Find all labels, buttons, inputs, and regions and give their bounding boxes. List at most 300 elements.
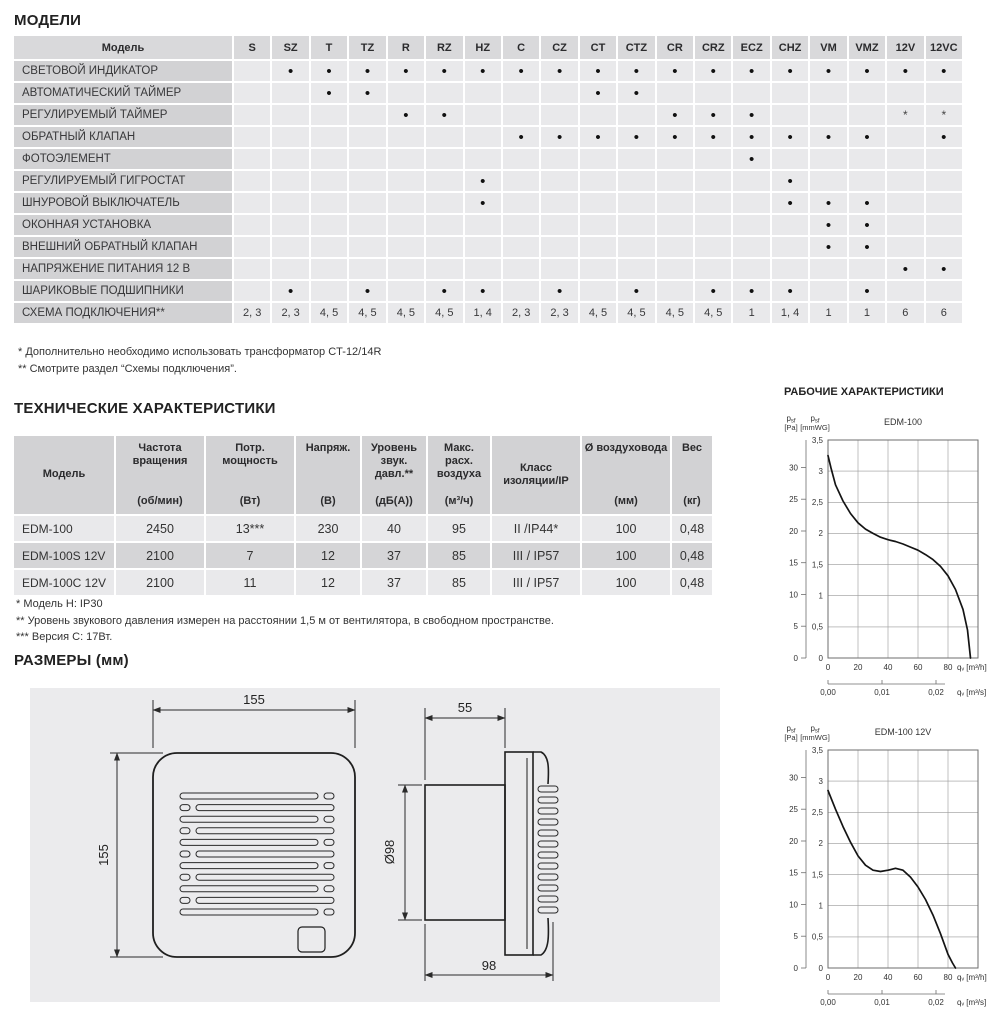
feature-cell [311, 149, 347, 169]
svg-text:40: 40 [883, 973, 893, 982]
feature-cell: • [887, 259, 923, 279]
feature-cell [541, 149, 577, 169]
feature-cell [272, 193, 308, 213]
dimension-labels [96, 692, 496, 973]
feature-cell [772, 83, 808, 103]
svg-text:0: 0 [793, 963, 798, 973]
feature-cell: • [810, 61, 846, 81]
tech-cell: 12 [296, 570, 360, 595]
feature-cell: • [541, 127, 577, 147]
feature-cell [695, 237, 731, 257]
feature-cell [887, 281, 923, 301]
models-section [14, 12, 962, 375]
feature-cell: • [695, 61, 731, 81]
dim-total-depth: 98 [481, 958, 497, 973]
feature-cell [349, 105, 385, 125]
tech-header-unit: (дБ(А)) [375, 494, 413, 507]
feature-cell [234, 237, 270, 257]
feature-cell: • [695, 105, 731, 125]
feature-cell: • [849, 193, 885, 213]
feature-cell [349, 259, 385, 279]
tech-header-unit: (м³/ч) [444, 494, 474, 507]
tech-column-header [428, 436, 490, 514]
feature-cell [849, 105, 885, 125]
models-column-header: VM [810, 36, 846, 59]
svg-text:5: 5 [793, 622, 798, 631]
dim-front-width: 155 [243, 692, 265, 707]
feature-name: СХЕМА ПОДКЛЮЧЕНИЯ** [14, 303, 232, 323]
model-name: EDM-100S 12V [14, 543, 114, 568]
tech-cell: 85 [428, 570, 490, 595]
svg-text:1,5: 1,5 [811, 560, 823, 570]
feature-cell: • [618, 83, 654, 103]
tech-column-header [582, 436, 670, 514]
feature-cell [810, 149, 846, 169]
feature-cell [810, 281, 846, 301]
feature-cell [426, 127, 462, 147]
feature-cell [465, 83, 501, 103]
feature-cell [541, 259, 577, 279]
feature-cell [541, 215, 577, 235]
feature-cell [465, 149, 501, 169]
tech-cell: 11 [206, 570, 294, 595]
feature-cell [234, 171, 270, 191]
footnote-line: ** Смотрите раздел “Схемы подключения”. [18, 362, 237, 375]
edm-100-chart [780, 410, 1000, 702]
feature-cell [426, 149, 462, 169]
feature-name: ФОТОЭЛЕМЕНТ [14, 149, 232, 169]
feature-cell [349, 127, 385, 147]
feature-cell [272, 127, 308, 147]
feature-cell: 4, 5 [618, 303, 654, 323]
models-header-model: Модель [14, 36, 232, 59]
tech-header-name: Напряж. [305, 442, 351, 454]
feature-cell [349, 193, 385, 213]
feature-cell [849, 171, 885, 191]
svg-text:30: 30 [789, 463, 798, 473]
svg-text:2,5: 2,5 [811, 808, 823, 818]
feature-cell: • [426, 61, 462, 81]
svg-text:1: 1 [818, 901, 823, 911]
models-column-header: SZ [272, 36, 308, 59]
feature-cell [234, 149, 270, 169]
feature-name: СВЕТОВОЙ ИНДИКАТОР [14, 61, 232, 81]
edm-100-12v-chart [780, 720, 1000, 1012]
svg-text:1,5: 1,5 [811, 870, 823, 880]
feature-cell [733, 259, 769, 279]
models-column-header: CHZ [772, 36, 808, 59]
svg-text:qᵥ [m³/h]: qᵥ [m³/h] [957, 663, 987, 672]
feature-cell [926, 171, 962, 191]
feature-cell: • [657, 61, 693, 81]
feature-cell [810, 105, 846, 125]
models-column-header: ECZ [733, 36, 769, 59]
feature-cell [541, 171, 577, 191]
feature-cell: • [426, 105, 462, 125]
tech-column-header [116, 436, 204, 514]
models-column-header: RZ [426, 36, 462, 59]
feature-cell: * [926, 105, 962, 125]
feature-cell [388, 127, 424, 147]
feature-cell: • [695, 127, 731, 147]
feature-cell: • [272, 61, 308, 81]
feature-cell [349, 237, 385, 257]
tech-cell: 2450 [116, 516, 204, 541]
tech-header-unit: (мм) [614, 494, 638, 507]
feature-cell: • [772, 281, 808, 301]
feature-cell [349, 149, 385, 169]
tech-cell: 2100 [116, 543, 204, 568]
feature-cell: 6 [926, 303, 962, 323]
feature-cell: • [388, 61, 424, 81]
models-table [14, 36, 962, 323]
feature-cell: • [657, 105, 693, 125]
feature-cell [465, 259, 501, 279]
feature-cell [618, 149, 654, 169]
feature-cell: • [349, 281, 385, 301]
dim-duct-diameter: Ø98 [382, 839, 397, 865]
svg-text:0: 0 [793, 653, 798, 663]
feature-cell: • [926, 127, 962, 147]
feature-cell [926, 281, 962, 301]
feature-cell [503, 171, 539, 191]
feature-name: АВТОМАТИЧЕСКИЙ ТАЙМЕР [14, 83, 232, 103]
feature-cell [311, 171, 347, 191]
feature-cell [772, 215, 808, 235]
svg-text:qᵥ [m³/h]: qᵥ [m³/h] [957, 973, 987, 982]
feature-cell: • [810, 237, 846, 257]
feature-cell [349, 171, 385, 191]
feature-cell [580, 281, 616, 301]
tech-cell: 0,48 [672, 516, 712, 541]
tech-header-unit: (Вт) [239, 494, 261, 507]
svg-text:10: 10 [789, 900, 798, 910]
svg-text:20: 20 [853, 663, 863, 672]
feature-cell [388, 149, 424, 169]
feature-cell [657, 171, 693, 191]
feature-cell [695, 259, 731, 279]
feature-cell: • [465, 193, 501, 213]
svg-text:0: 0 [825, 663, 831, 672]
feature-cell [465, 105, 501, 125]
svg-text:0,00: 0,00 [820, 998, 836, 1007]
feature-cell [657, 215, 693, 235]
svg-text:20: 20 [789, 836, 798, 846]
feature-cell [887, 193, 923, 213]
feature-cell: • [810, 127, 846, 147]
svg-text:0,5: 0,5 [811, 622, 823, 632]
feature-cell: • [618, 61, 654, 81]
feature-cell: • [503, 61, 539, 81]
models-column-header: R [388, 36, 424, 59]
svg-text:3,5: 3,5 [811, 745, 823, 755]
svg-text:25: 25 [789, 805, 798, 814]
mounting-body [505, 752, 533, 955]
feature-cell [234, 127, 270, 147]
tech-column-header [362, 436, 426, 514]
svg-text:80: 80 [943, 663, 953, 672]
svg-text:0,00: 0,00 [820, 688, 836, 697]
feature-cell [772, 149, 808, 169]
feature-cell [580, 215, 616, 235]
feature-cell [695, 171, 731, 191]
tech-cell: III / IP57 [492, 570, 580, 595]
feature-cell [887, 237, 923, 257]
feature-cell: 2, 3 [541, 303, 577, 323]
svg-text:3,5: 3,5 [811, 435, 823, 445]
model-name: EDM-100C 12V [14, 570, 114, 595]
feature-cell: • [810, 193, 846, 213]
footnote-line: ** Уровень звукового давления измерен на расстоянии 1,5 м от вентилятора, в свободном пространстве. [16, 614, 554, 627]
feature-cell [541, 105, 577, 125]
models-column-header: 12V [887, 36, 923, 59]
models-column-header: CZ [541, 36, 577, 59]
feature-cell: 1, 4 [772, 303, 808, 323]
feature-cell [926, 149, 962, 169]
tech-cell: III / IP57 [492, 543, 580, 568]
feature-cell [618, 193, 654, 213]
feature-cell [426, 83, 462, 103]
tech-section [14, 400, 712, 643]
feature-cell: 2, 3 [272, 303, 308, 323]
tech-header-unit: (кг) [683, 494, 701, 507]
feature-cell: 4, 5 [349, 303, 385, 323]
feature-name: РЕГУЛИРУЕМЫЙ ТАЙМЕР [14, 105, 232, 125]
feature-cell [503, 105, 539, 125]
feature-cell [810, 171, 846, 191]
feature-cell: • [926, 61, 962, 81]
feature-cell [887, 149, 923, 169]
tech-footnotes [16, 596, 554, 646]
feature-cell [657, 193, 693, 213]
feature-cell [580, 193, 616, 213]
tech-cell: II /IP44* [492, 516, 580, 541]
svg-text:0,02: 0,02 [928, 998, 944, 1007]
svg-text:60: 60 [913, 973, 923, 982]
svg-text:psf: psf [786, 724, 796, 735]
tech-header-name: Макс. расх. воздуха [436, 442, 482, 481]
feature-cell [695, 149, 731, 169]
svg-text:0: 0 [825, 973, 831, 982]
feature-cell [503, 83, 539, 103]
feature-cell [234, 281, 270, 301]
feature-cell [772, 105, 808, 125]
feature-cell [272, 83, 308, 103]
feature-cell [810, 259, 846, 279]
models-column-header: CTZ [618, 36, 654, 59]
svg-text:2,5: 2,5 [811, 498, 823, 508]
feature-cell: 1 [810, 303, 846, 323]
feature-cell: • [465, 61, 501, 81]
feature-cell [234, 259, 270, 279]
feature-cell: 2, 3 [234, 303, 270, 323]
feature-cell: • [618, 127, 654, 147]
svg-text:1: 1 [818, 591, 823, 601]
feature-cell: • [772, 127, 808, 147]
feature-cell: • [618, 281, 654, 301]
dimensions-title: РАЗМЕРЫ (мм) [14, 652, 129, 669]
feature-name: НАПРЯЖЕНИЕ ПИТАНИЯ 12 В [14, 259, 232, 279]
svg-text:3: 3 [818, 466, 823, 476]
svg-text:[mmWG]: [mmWG] [800, 733, 830, 742]
feature-cell: • [733, 61, 769, 81]
tech-table [14, 436, 712, 595]
performance-chart [780, 720, 1000, 1012]
feature-cell: • [426, 281, 462, 301]
feature-cell [234, 61, 270, 81]
tech-cell: 13*** [206, 516, 294, 541]
svg-text:0,5: 0,5 [811, 932, 823, 942]
feature-cell [311, 215, 347, 235]
feature-cell [311, 127, 347, 147]
feature-cell [311, 105, 347, 125]
svg-text:2: 2 [818, 839, 823, 849]
svg-text:5: 5 [793, 932, 798, 941]
feature-cell: • [772, 193, 808, 213]
feature-cell [465, 237, 501, 257]
feature-cell [849, 149, 885, 169]
feature-cell [926, 215, 962, 235]
feature-cell [272, 105, 308, 125]
feature-cell [887, 83, 923, 103]
feature-cell [503, 193, 539, 213]
tech-header-name: Ø воздуховода [584, 442, 668, 454]
feature-cell [926, 83, 962, 103]
feature-cell: • [580, 127, 616, 147]
feature-cell [272, 171, 308, 191]
tech-cell: 37 [362, 570, 426, 595]
feature-cell: • [810, 215, 846, 235]
svg-text:0: 0 [818, 963, 823, 973]
models-column-header: CT [580, 36, 616, 59]
feature-name: РЕГУЛИРУЕМЫЙ ГИГРОСТАТ [14, 171, 232, 191]
feature-cell [618, 215, 654, 235]
feature-cell [465, 215, 501, 235]
fan-front-view [153, 753, 355, 957]
svg-text:0: 0 [818, 653, 823, 663]
feature-cell: • [580, 83, 616, 103]
feature-cell [234, 215, 270, 235]
feature-cell: 2, 3 [503, 303, 539, 323]
tech-header-name: Уровень звук. давл.** [370, 442, 417, 481]
tech-cell: 40 [362, 516, 426, 541]
tech-cell: 2100 [116, 570, 204, 595]
svg-text:EDM-100: EDM-100 [883, 417, 923, 427]
tech-cell: 0,48 [672, 570, 712, 595]
models-title: МОДЕЛИ [14, 12, 82, 29]
feature-cell: 4, 5 [695, 303, 731, 323]
svg-text:qᵥ [m³/s]: qᵥ [m³/s] [957, 688, 987, 697]
svg-text:60: 60 [913, 663, 923, 672]
feature-cell [580, 171, 616, 191]
feature-cell [733, 83, 769, 103]
feature-cell: • [849, 281, 885, 301]
feature-cell [272, 215, 308, 235]
model-name: EDM-100 [14, 516, 114, 541]
svg-text:[Pa]: [Pa] [784, 733, 798, 742]
tech-cell: 100 [582, 570, 670, 595]
feature-cell [388, 259, 424, 279]
feature-cell [426, 171, 462, 191]
feature-cell: • [541, 281, 577, 301]
feature-cell [618, 237, 654, 257]
feature-cell [388, 83, 424, 103]
feature-cell [926, 237, 962, 257]
feature-name: ШАРИКОВЫЕ ПОДШИПНИКИ [14, 281, 232, 301]
feature-name: ОБРАТНЫЙ КЛАПАН [14, 127, 232, 147]
feature-cell [272, 259, 308, 279]
feature-cell: • [465, 171, 501, 191]
performance-chart [780, 410, 1000, 702]
feature-cell [388, 237, 424, 257]
indicator-window [298, 927, 325, 952]
feature-cell [887, 127, 923, 147]
feature-cell [618, 259, 654, 279]
svg-text:psf: psf [810, 724, 820, 735]
feature-cell: • [733, 105, 769, 125]
tech-header-unit: (об/мин) [137, 494, 183, 507]
front-panel-fins [538, 786, 558, 913]
svg-text:EDM-100 12V: EDM-100 12V [874, 727, 932, 737]
tech-cell: 37 [362, 543, 426, 568]
feature-cell: * [887, 105, 923, 125]
feature-cell: 1 [733, 303, 769, 323]
dimension-lines [110, 700, 553, 981]
feature-cell [733, 193, 769, 213]
feature-cell [541, 237, 577, 257]
feature-cell [311, 281, 347, 301]
tech-column-header [672, 436, 712, 514]
feature-cell [733, 237, 769, 257]
tech-cell: 100 [582, 516, 670, 541]
feature-cell: • [349, 83, 385, 103]
feature-cell [695, 215, 731, 235]
feature-cell: • [772, 171, 808, 191]
models-column-header: TZ [349, 36, 385, 59]
feature-cell: 4, 5 [426, 303, 462, 323]
models-column-header: CR [657, 36, 693, 59]
tech-cell: 85 [428, 543, 490, 568]
feature-cell: 4, 5 [388, 303, 424, 323]
feature-cell [580, 259, 616, 279]
tech-title: ТЕХНИЧЕСКИЕ ХАРАКТЕРИСТИКИ [14, 400, 276, 417]
feature-cell [580, 237, 616, 257]
feature-name: ВНЕШНИЙ ОБРАТНЫЙ КЛАПАН [14, 237, 232, 257]
svg-text:[Pa]: [Pa] [784, 423, 798, 432]
feature-cell [733, 215, 769, 235]
dimension-drawing [30, 688, 720, 1002]
feature-cell [311, 259, 347, 279]
feature-cell [272, 237, 308, 257]
tech-column-header [492, 436, 580, 514]
feature-cell [311, 237, 347, 257]
feature-name: ОКОННАЯ УСТАНОВКА [14, 215, 232, 235]
feature-cell [234, 193, 270, 213]
svg-text:0,01: 0,01 [874, 998, 890, 1007]
feature-cell [580, 149, 616, 169]
footnote-line: * Дополнительно необходимо использовать трансформатор CT-12/14R [18, 346, 382, 358]
svg-text:20: 20 [853, 973, 863, 982]
feature-cell [541, 193, 577, 213]
svg-text:3: 3 [818, 776, 823, 786]
feature-cell [657, 281, 693, 301]
feature-cell: • [349, 61, 385, 81]
feature-cell: • [849, 215, 885, 235]
feature-cell: • [311, 83, 347, 103]
feature-cell: • [311, 61, 347, 81]
svg-text:10: 10 [789, 590, 798, 600]
tech-header-name: Вес [681, 442, 703, 454]
